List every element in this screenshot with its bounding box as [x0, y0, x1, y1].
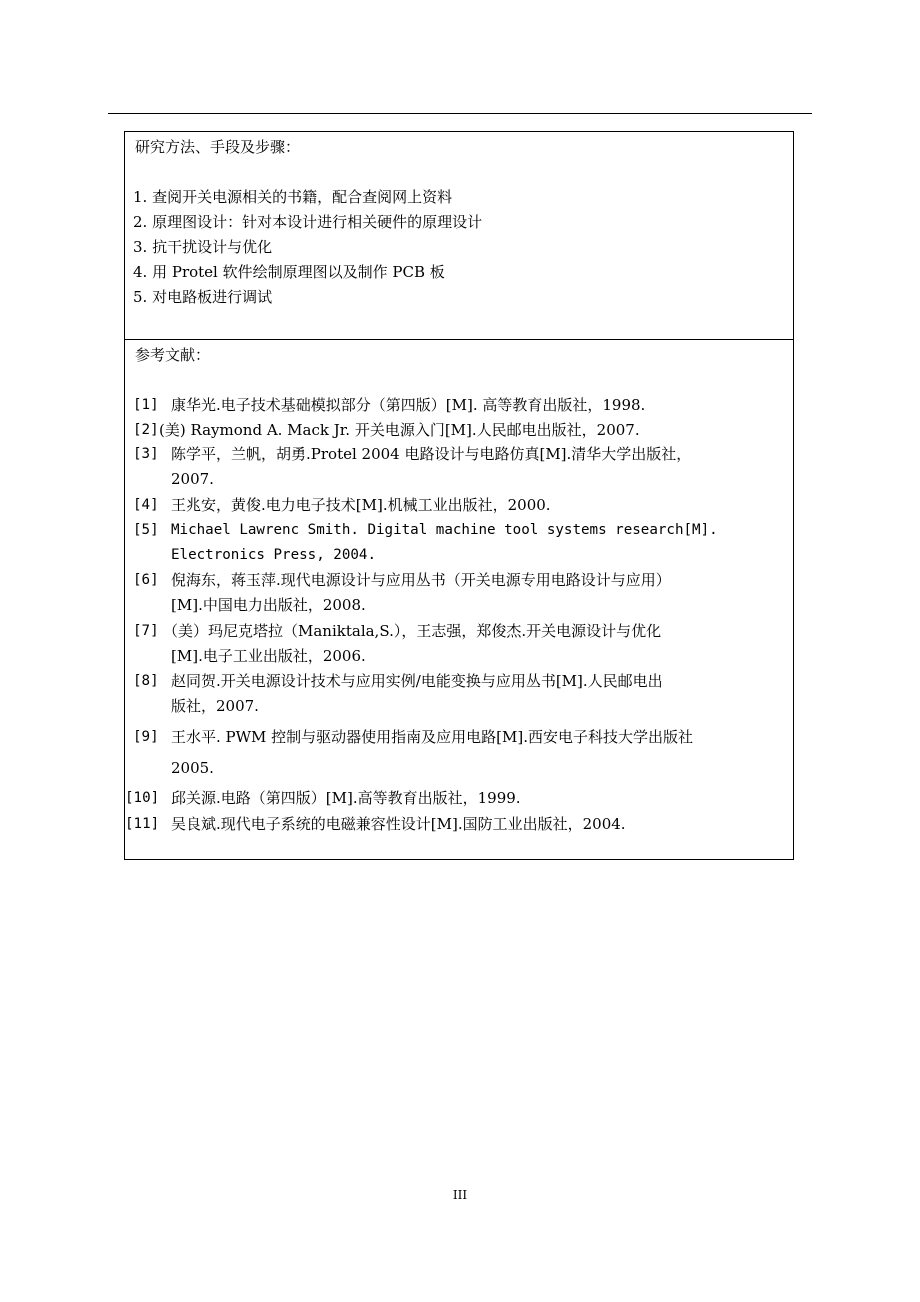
reference-text: [M].中国电力出版社，2008.	[171, 596, 366, 614]
reference-text: 倪海东，蒋玉萍.现代电源设计与应用丛书（开关电源专用电路设计与应用）	[171, 571, 671, 589]
reference-number: [7]	[133, 623, 159, 639]
page-number: III	[452, 1188, 468, 1202]
reference-text: 王兆安，黄俊.电力电子技术[M].机械工业出版社，2000.	[171, 496, 551, 514]
reference-text: 2007.	[171, 470, 214, 488]
reference-text: Michael Lawrenc Smith. Digital machine tool systems research[M].	[171, 522, 718, 538]
header-rule	[108, 113, 812, 114]
method-step: 5. 对电路板进行调试	[133, 288, 273, 306]
reference-text: 版社，2007.	[171, 697, 259, 715]
reference-number: [10]	[125, 790, 160, 806]
reference-text: [M].电子工业出版社，2006.	[171, 647, 366, 665]
reference-number: [5]	[133, 522, 159, 538]
reference-number: [8]	[133, 673, 159, 689]
reference-number: [4]	[133, 497, 159, 513]
reference-text: (美) Raymond A. Mack Jr. 开关电源入门[M].人民邮电出版社，2007.	[159, 421, 640, 439]
reference-text: 王水平. PWM 控制与驱动器使用指南及应用电路[M].西安电子科技大学出版社	[171, 728, 694, 746]
methods-heading: 研究方法、手段及步骤：	[135, 138, 301, 156]
reference-text: 邱关源.电路（第四版）[M].高等教育出版社，1999.	[171, 789, 521, 807]
reference-text: 2005.	[171, 759, 214, 777]
reference-number: [6]	[133, 572, 159, 588]
reference-number: [11]	[125, 816, 160, 832]
reference-text: 赵同贺.开关电源设计技术与应用实例/电能变换与应用丛书[M].人民邮电出	[171, 672, 663, 690]
method-step: 2. 原理图设计：针对本设计进行相关硬件的原理设计	[133, 213, 483, 231]
reference-text: 吴良斌.现代电子系统的电磁兼容性设计[M].国防工业出版社，2004.	[171, 815, 626, 833]
method-step: 4. 用 Protel 软件绘制原理图以及制作 PCB 板	[133, 263, 445, 281]
method-step: 1. 查阅开关电源相关的书籍，配合查阅网上资料	[133, 188, 453, 206]
reference-number: [1]	[133, 397, 159, 413]
reference-number: [3]	[133, 446, 159, 462]
reference-number: [9]	[133, 729, 159, 745]
method-step: 3. 抗干扰设计与优化	[133, 238, 273, 256]
section-divider	[125, 339, 793, 340]
reference-text: Electronics Press, 2004.	[171, 547, 376, 563]
proposal-table	[124, 131, 794, 860]
reference-text: 康华光.电子技术基础模拟部分（第四版）[M]. 高等教育出版社，1998.	[171, 396, 646, 414]
reference-text: 陈学平，兰帆，胡勇.Protel 2004 电路设计与电路仿真[M].清华大学出版社，	[171, 445, 692, 463]
reference-text: （美）玛尼克塔拉（Maniktala,S.），王志强，郑俊杰.开关电源设计与优化	[163, 622, 662, 640]
references-heading: 参考文献：	[135, 346, 211, 364]
reference-number: [2]	[133, 422, 159, 438]
